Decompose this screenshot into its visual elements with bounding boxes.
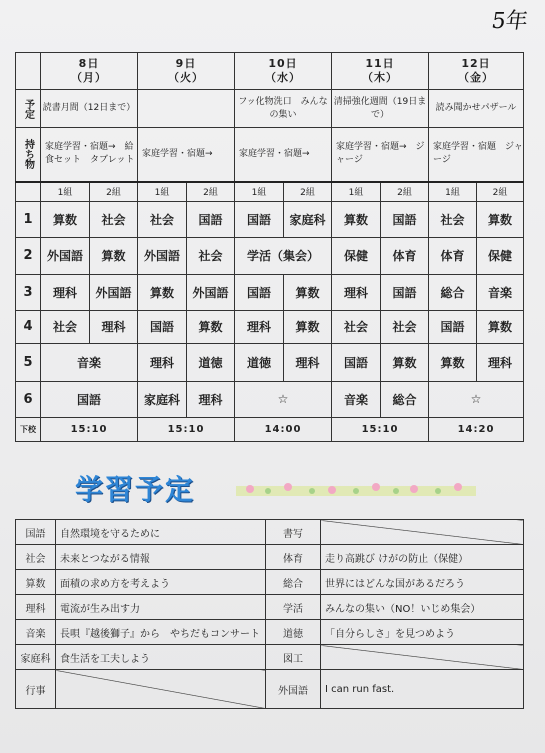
subject-label: 国語 xyxy=(16,520,56,545)
subject-label: 学活 xyxy=(266,595,321,620)
timetable-cell: 社会 xyxy=(429,201,477,237)
timetable-cell: 算数 xyxy=(477,310,524,343)
day-header-thu xyxy=(332,53,429,90)
timetable-cell: 家庭科 xyxy=(138,381,187,417)
period-row-1 xyxy=(16,201,524,237)
subject-label: 音楽 xyxy=(16,620,56,645)
period-number: 6 xyxy=(16,381,41,417)
weekly-timetable xyxy=(15,52,524,442)
study-plan-table xyxy=(15,519,524,709)
day-weekday: （木） xyxy=(362,71,398,84)
day-header-wed xyxy=(235,53,332,90)
group-2-label: 2組 xyxy=(381,182,429,202)
corner-cell xyxy=(16,53,41,90)
study-plan-row xyxy=(16,595,524,620)
timetable-cell: 社会 xyxy=(138,201,187,237)
timetable-cell: 算数 xyxy=(477,201,524,237)
timetable-cell: 外国語 xyxy=(90,274,138,310)
plans-label: 予定 xyxy=(16,90,41,128)
study-plan-row xyxy=(16,670,524,709)
timetable-cell: 保健 xyxy=(477,237,524,274)
study-plan-row xyxy=(16,645,524,670)
timetable-cell: 理科 xyxy=(41,274,90,310)
group-1-label: 1組 xyxy=(41,182,90,202)
flower-decoration xyxy=(236,478,476,500)
group-2-label: 2組 xyxy=(187,182,235,202)
subject-label: 算数 xyxy=(16,570,56,595)
group-2-label: 2組 xyxy=(284,182,332,202)
period-row-2 xyxy=(16,237,524,274)
group-2-label: 2組 xyxy=(477,182,524,202)
items-tue: 家庭学習・宿題→ xyxy=(138,128,235,182)
items-fri: 家庭学習・宿題 ジャージ xyxy=(429,128,524,182)
group-1-label: 1組 xyxy=(429,182,477,202)
timetable-cell: 算数 xyxy=(90,237,138,274)
day-weekday: （水） xyxy=(265,71,301,84)
subject-label: 道徳 xyxy=(266,620,321,645)
subject-label: 家庭科 xyxy=(16,645,56,670)
subject-topic-empty xyxy=(56,670,266,709)
day-header-mon xyxy=(41,53,138,90)
timetable-cell: 学活（集会） xyxy=(235,237,332,274)
period-number: 3 xyxy=(16,274,41,310)
subject-topic: みんなの集い（NO！いじめ集会） xyxy=(321,595,524,620)
timetable-cell: 保健 xyxy=(332,237,381,274)
group-1-label: 1組 xyxy=(332,182,381,202)
items-thu: 家庭学習・宿題→ ジャージ xyxy=(332,128,429,182)
timetable-cell: 社会 xyxy=(187,237,235,274)
study-plan-row xyxy=(16,620,524,645)
plan-thu: 清掃強化週間（19日まで） xyxy=(332,90,429,128)
plan-mon: 読書月間（12日まで） xyxy=(41,90,138,128)
timetable-cell: 国語 xyxy=(41,381,138,417)
day-header-row xyxy=(16,53,524,90)
timetable-cell: 理科 xyxy=(187,381,235,417)
subject-topic-empty xyxy=(321,645,524,670)
timetable-cell: 算数 xyxy=(381,343,429,381)
subject-label: 行事 xyxy=(16,670,56,709)
group-header-row xyxy=(16,182,524,202)
plan-wed: フッ化物洗口 みんなの集い xyxy=(235,90,332,128)
day-date: 9日 xyxy=(175,57,197,70)
group-2-label: 2組 xyxy=(90,182,138,202)
timetable-cell: 国語 xyxy=(235,201,284,237)
subject-topic: I can run fast. xyxy=(321,670,524,709)
timetable-cell: 家庭科 xyxy=(284,201,332,237)
subject-label: 理科 xyxy=(16,595,56,620)
timetable-cell: 理科 xyxy=(138,343,187,381)
timetable-cell: ☆ xyxy=(235,381,332,417)
period-row-3 xyxy=(16,274,524,310)
day-date: 12日 xyxy=(461,57,491,70)
subject-label: 書写 xyxy=(266,520,321,545)
timetable-cell: 道徳 xyxy=(235,343,284,381)
subject-topic-empty xyxy=(321,520,524,545)
subject-label: 外国語 xyxy=(266,670,321,709)
timetable-cell: 算数 xyxy=(187,310,235,343)
timetable-cell: 外国語 xyxy=(138,237,187,274)
timetable-cell: 算数 xyxy=(429,343,477,381)
period-row-4 xyxy=(16,310,524,343)
subject-topic: 食生活を工夫しよう xyxy=(56,645,266,670)
timetable-cell: 理科 xyxy=(332,274,381,310)
timetable-cell: 理科 xyxy=(284,343,332,381)
items-row xyxy=(16,128,524,182)
timetable-cell: 算数 xyxy=(332,201,381,237)
subject-topic: 自然環境を守るために xyxy=(56,520,266,545)
items-mon: 家庭学習・宿題→ 給食セット タブレット xyxy=(41,128,138,182)
group-1-label: 1組 xyxy=(138,182,187,202)
grade-label: 5年 xyxy=(489,9,530,34)
dismissal-time: 15:10 xyxy=(332,417,429,441)
day-date: 10日 xyxy=(268,57,298,70)
timetable-cell: 算数 xyxy=(284,274,332,310)
timetable-cell: 理科 xyxy=(90,310,138,343)
timetable-cell: 社会 xyxy=(90,201,138,237)
items-wed: 家庭学習・宿題→ xyxy=(235,128,332,182)
dismissal-row xyxy=(16,417,524,441)
dismissal-label: 下校 xyxy=(16,417,41,441)
timetable-cell: 国語 xyxy=(187,201,235,237)
dismissal-time: 15:10 xyxy=(138,417,235,441)
plan-tue xyxy=(138,90,235,128)
timetable-cell: 算数 xyxy=(138,274,187,310)
timetable-cell: ☆ xyxy=(429,381,524,417)
study-plan-row xyxy=(16,570,524,595)
period-row-5 xyxy=(16,343,524,381)
timetable-cell: 音楽 xyxy=(332,381,381,417)
timetable-cell: 国語 xyxy=(332,343,381,381)
timetable-cell: 国語 xyxy=(381,274,429,310)
study-plan-row xyxy=(16,545,524,570)
subject-label: 社会 xyxy=(16,545,56,570)
study-plan-row xyxy=(16,520,524,545)
timetable-cell: 理科 xyxy=(235,310,284,343)
day-header-tue xyxy=(138,53,235,90)
day-header-fri xyxy=(429,53,524,90)
day-date: 11日 xyxy=(365,57,395,70)
subject-label: 図工 xyxy=(266,645,321,670)
dismissal-time: 14:00 xyxy=(235,417,332,441)
plans-row xyxy=(16,90,524,128)
period-row-6 xyxy=(16,381,524,417)
timetable-cell: 総合 xyxy=(429,274,477,310)
subject-topic: 電流が生み出す力 xyxy=(56,595,266,620)
period-number: 5 xyxy=(16,343,41,381)
timetable-cell: 国語 xyxy=(429,310,477,343)
day-weekday: （金） xyxy=(458,71,494,84)
timetable-cell: 算数 xyxy=(41,201,90,237)
day-weekday: （月） xyxy=(71,71,107,84)
timetable-cell: 総合 xyxy=(381,381,429,417)
subject-topic: 「自分らしさ」を見つめよう xyxy=(321,620,524,645)
timetable-cell: 体育 xyxy=(381,237,429,274)
period-number: 1 xyxy=(16,201,41,237)
timetable-cell: 音楽 xyxy=(477,274,524,310)
day-date: 8日 xyxy=(78,57,100,70)
items-label: 持ち物 xyxy=(16,128,41,182)
subject-topic: 未来とつながる情報 xyxy=(56,545,266,570)
subject-topic: 面積の求め方を考えよう xyxy=(56,570,266,595)
timetable-cell: 外国語 xyxy=(187,274,235,310)
day-weekday: （火） xyxy=(168,71,204,84)
timetable-cell: 社会 xyxy=(381,310,429,343)
timetable-cell: 国語 xyxy=(235,274,284,310)
timetable-cell: 体育 xyxy=(429,237,477,274)
timetable-cell: 社会 xyxy=(332,310,381,343)
subject-topic: 長唄『越後獅子』から やちだもコンサート xyxy=(56,620,266,645)
dismissal-time: 15:10 xyxy=(41,417,138,441)
timetable-cell: 外国語 xyxy=(41,237,90,274)
group-corner xyxy=(16,182,41,202)
subject-topic: 世界にはどんな国があるだろう xyxy=(321,570,524,595)
timetable-cell: 音楽 xyxy=(41,343,138,381)
subject-label: 体育 xyxy=(266,545,321,570)
subject-label: 総合 xyxy=(266,570,321,595)
period-number: 2 xyxy=(16,237,41,274)
timetable-cell: 国語 xyxy=(138,310,187,343)
study-plan-heading: 学習予定 xyxy=(75,473,196,506)
timetable-cell: 道徳 xyxy=(187,343,235,381)
period-number: 4 xyxy=(16,310,41,343)
timetable-cell: 社会 xyxy=(41,310,90,343)
plan-fri: 読み聞かせパザール xyxy=(429,90,524,128)
dismissal-time: 14:20 xyxy=(429,417,524,441)
group-1-label: 1組 xyxy=(235,182,284,202)
timetable-cell: 国語 xyxy=(381,201,429,237)
timetable-cell: 算数 xyxy=(284,310,332,343)
subject-topic: 走り高跳び けがの防止（保健） xyxy=(321,545,524,570)
timetable-cell: 理科 xyxy=(477,343,524,381)
